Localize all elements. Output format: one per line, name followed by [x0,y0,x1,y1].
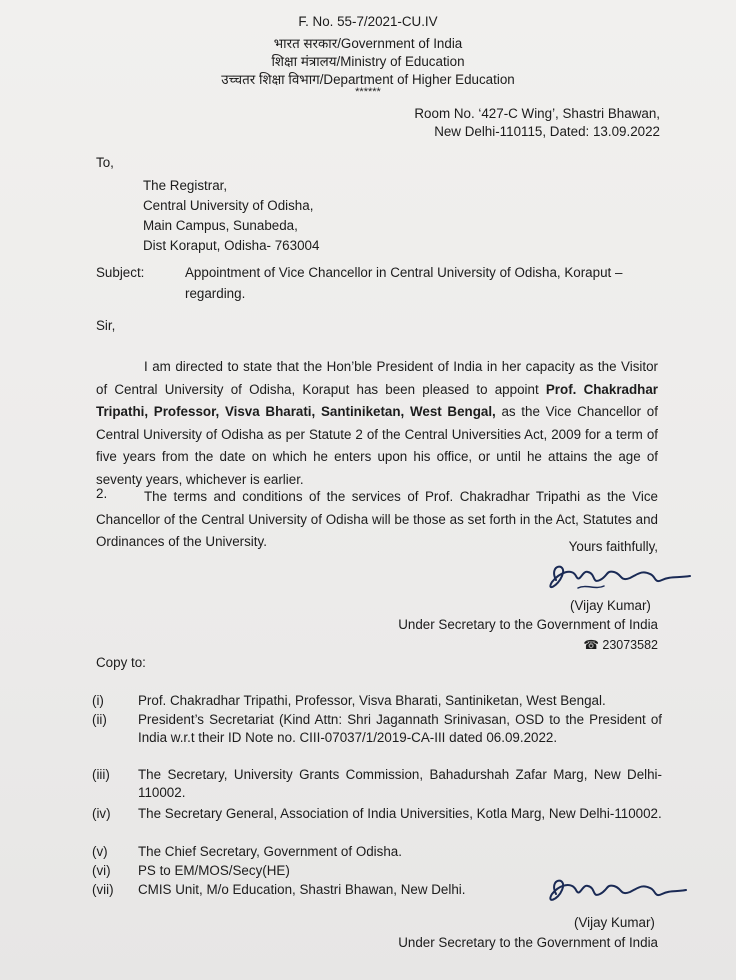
office-address: Room No. ‘427-C Wing’, Shastri Bhawan, [414,106,660,121]
paragraph-1 [96,356,658,491]
salutation: Sir, [96,318,116,333]
recipient-line: Dist Koraput, Odisha- 763004 [143,238,320,253]
recipient-address [143,176,319,256]
closing-line: Yours faithfully, [568,539,658,554]
list-item-number: (vii) [92,882,114,897]
paragraph-1-text: I am directed to state that the Hon’ble President of India in her capacity as the Visitor of Central University of Odisha, Koraput has been pleased to appoint [96,359,658,397]
appointee-name: Prof. Chakradhar Tripathi, Professor, Visva Bharati, Santiniketan, West Bengal, [96,381,658,419]
phone-line [583,637,658,652]
subject-label: Subject: [96,265,145,280]
signatory-designation: Under Secretary to the Government of India [398,617,658,632]
list-item-number: (ii) [92,712,107,727]
signatory-name-2: (Vijay Kumar) [574,915,655,930]
telephone-icon: ☎ [583,638,599,652]
recipient-line: The Registrar, [143,178,228,193]
list-item-number: (vi) [92,863,111,878]
list-item-text: CMIS Unit, M/o Education, Shastri Bhawan, New Delhi. [138,882,466,897]
government-line: भारत सरकार/Government of India [273,36,463,51]
paragraph-2-number: 2. [96,486,108,501]
list-item-number: (v) [92,844,108,859]
subject-text-line1: Appointment of Vice Chancellor in Central University of Odisha, Koraput – [185,265,623,280]
list-item-text: President’s Secretariat (Kind Attn: Shri Jagannath Srinivasan, OSD to the President of India w.r.t their ID Note no. CIII-07037/1/2019-CA-III dated 06.09.2022. [138,712,662,745]
dated-line: New Delhi-110115, Dated: 13.09.2022 [434,124,660,139]
list-item-text: The Secretary General, Association of India Universities, Kotla Marg, New Delhi-110002. [138,806,662,821]
signature-image-2 [540,870,690,910]
signatory-name: (Vijay Kumar) [570,598,651,613]
list-item-text: Prof. Chakradhar Tripathi, Professor, Visva Bharati, Santiniketan, West Bengal. [138,693,606,708]
file-number: F. No. 55-7/2021-CU.IV [298,14,438,29]
signatory-designation-2: Under Secretary to the Government of India [398,935,658,950]
to-label: To, [96,155,114,170]
ministry-line: शिक्षा मंत्रालय/Ministry of Education [271,54,465,69]
header-stars: ****** [355,86,381,98]
department-line: उच्चतर शिक्षा विभाग/Department of Higher Education [221,72,515,87]
list-item-number: (iv) [92,806,111,821]
recipient-line: Central University of Odisha, [143,198,314,213]
copy-to-label: Copy to: [96,655,146,670]
subject-text-line2: regarding. [185,286,246,301]
paragraph-2: The terms and conditions of the services of Prof. Chakradhar Tripathi as the Vice Chancellor of the Central University of Odisha will be those as set forth in the Act, Statutes and Ordinances of the University. [96,489,658,549]
list-item-text: The Secretary, University Grants Commission, Bahadurshah Zafar Marg, New Delhi-110002. [138,767,662,800]
signature-image [538,558,698,598]
phone-number: 23073582 [602,638,658,652]
list-item-number: (iii) [92,767,110,782]
list-item-text: The Chief Secretary, Government of Odisha. [138,844,402,859]
paragraph-1-text-cont: as the Vice Chancellor of Central University of Odisha as per Statute 2 of the Central Universities Act, 2009 for a term of five years from the date on which he enters upon his office, or until he attains the age of seventy years, whichever is earlier. [96,404,658,487]
recipient-line: Main Campus, Sunabeda, [143,218,298,233]
list-item-text: PS to EM/MOS/Secy(HE) [138,863,290,878]
list-item-number: (i) [92,693,104,708]
